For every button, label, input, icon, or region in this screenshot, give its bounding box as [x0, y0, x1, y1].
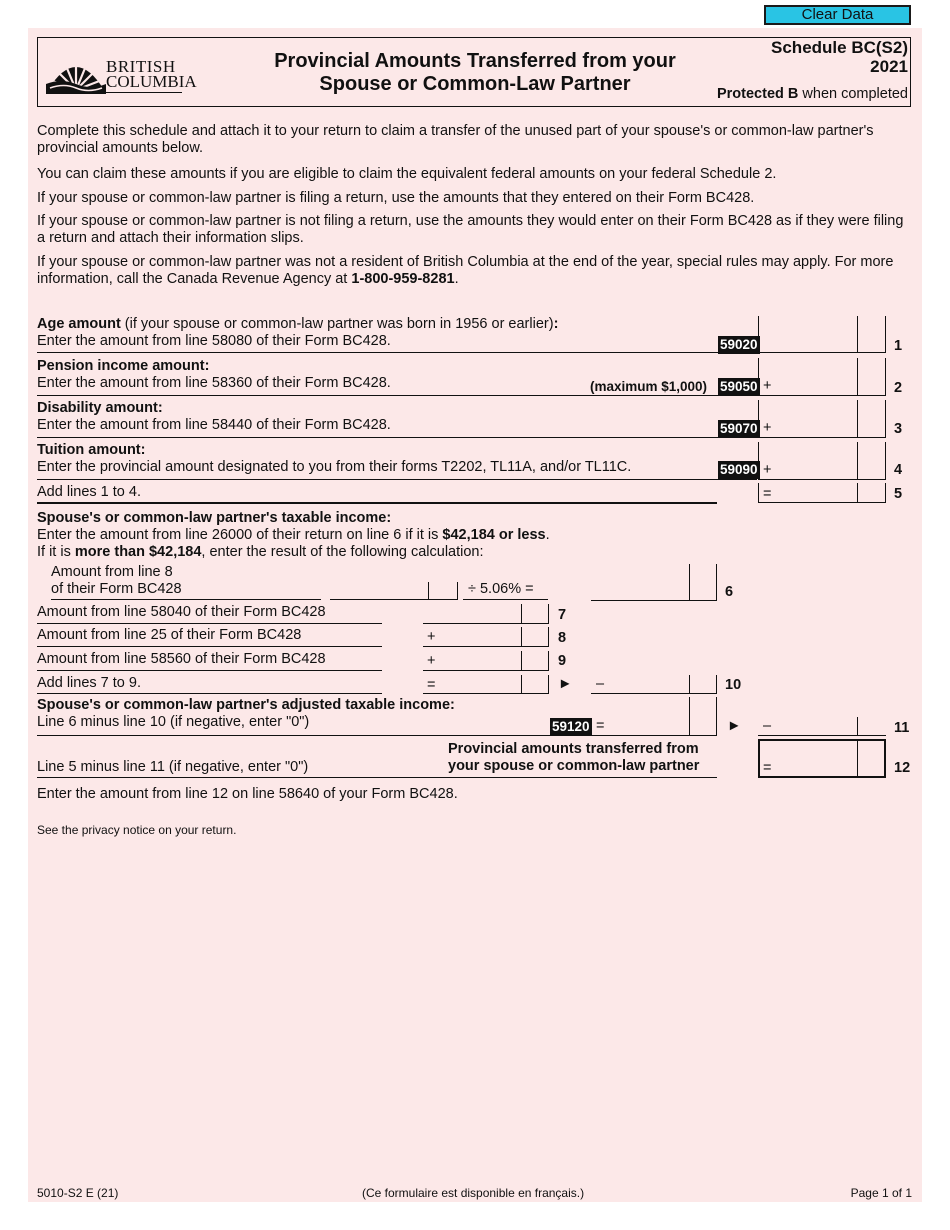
spouse-income-l2-end: , enter the result of the following calculation:	[201, 544, 484, 560]
line-number-1: 1	[894, 338, 903, 354]
line-5-rule	[37, 502, 717, 504]
line-12-instruction: Line 5 minus line 11 (if negative, enter "0")	[37, 759, 309, 775]
line-10-subtotal-cents-divider	[521, 675, 522, 694]
form-id: 5010-S2 E (21)	[37, 1186, 119, 1200]
spouse-income-instruction-1	[37, 527, 550, 544]
privacy-notice: See the privacy notice on your return.	[37, 823, 237, 837]
line-5-equals: =	[763, 486, 772, 502]
line-number-2: 2	[894, 380, 903, 396]
line-12-heading-2: your spouse or common-law partner	[448, 758, 700, 774]
french-availability: (Ce formulaire est disponible en français.)	[362, 1186, 585, 1200]
line-number-10: 10	[725, 677, 742, 693]
amount-line-8-label-1: Amount from line 8	[51, 564, 173, 580]
line-4-input[interactable]	[758, 442, 886, 480]
page-title	[220, 50, 730, 96]
pension-heading: Pension income amount:	[37, 358, 210, 374]
line-number-6: 6	[725, 584, 734, 600]
divide-rule	[463, 599, 548, 600]
amount-line-8-label-2: of their Form BC428	[51, 581, 182, 597]
line-10-cents-divider	[689, 675, 690, 694]
age-amount-bold: Age amount	[37, 316, 121, 332]
disability-heading: Disability amount:	[37, 400, 163, 416]
enter-line-12-instruction: Enter the amount from line 12 on line 58640 of your Form BC428.	[37, 786, 458, 802]
line-number-11: 11	[894, 720, 910, 736]
line-3-cents-divider	[857, 400, 858, 438]
line-11-cents-divider	[857, 717, 858, 736]
protected-b: Protected B	[716, 86, 799, 102]
code-59020: 59020	[720, 337, 758, 352]
protected-label	[717, 86, 908, 102]
line-10-rule	[37, 693, 382, 694]
line-1-rule	[37, 352, 757, 353]
divide-rate: ÷ 5.06% =	[468, 581, 534, 597]
clear-data-button[interactable]: Clear Data	[764, 5, 911, 25]
line-6-cents-divider	[689, 564, 690, 601]
amount-line-8-rule	[51, 599, 321, 600]
intro-paragraph-3: If your spouse or common-law partner is filing a return, use the amounts that they entered on their Form BC428.	[37, 190, 755, 206]
age-amount-heading	[37, 316, 558, 333]
line-12-cents-divider	[857, 739, 858, 778]
line-3-input[interactable]	[758, 400, 886, 438]
line-8-plus: +	[427, 629, 436, 645]
pension-maximum: (maximum $1,000)	[590, 379, 708, 394]
line-number-9: 9	[558, 653, 567, 669]
intro-paragraph-1: Complete this schedule and attach it to your return to claim a transfer of the unused part of your spouse's or common-law partner's provincial amounts below.	[37, 123, 874, 156]
line-12-equals: =	[763, 760, 772, 776]
line-11-equals: =	[596, 718, 605, 734]
line-number-4: 4	[894, 462, 903, 478]
line-number-5: 5	[894, 486, 903, 502]
spouse-income-l2-text: If it is	[37, 544, 75, 560]
intro-paragraph-2: You can claim these amounts if you are eligible to claim the equivalent federal amounts on your federal Schedule 2.	[37, 166, 777, 182]
line-11-input[interactable]	[758, 717, 886, 736]
line-2-cents-divider	[857, 358, 858, 396]
line-10-minus: –	[596, 676, 605, 692]
line-2-rule	[37, 395, 757, 396]
line-number-8: 8	[558, 630, 567, 646]
adjusted-income-heading: Spouse's or common-law partner's adjusted taxable income:	[37, 697, 455, 713]
line-11-minus: –	[763, 718, 772, 734]
line-9-rule	[37, 670, 382, 671]
line-4-cents-divider	[857, 442, 858, 480]
line-11-arrow-icon: ►	[727, 718, 742, 734]
bc-logo	[46, 50, 196, 96]
line-2-plus: +	[763, 378, 772, 394]
line-10-arrow-icon: ►	[558, 676, 573, 692]
line-number-3: 3	[894, 421, 903, 437]
line-5-input[interactable]	[758, 483, 886, 503]
intro-paragraph-4: If your spouse or common-law partner is not filing a return, use the amounts they would enter on their Form BC428 as if they were filing a return and attach their information slips.	[37, 213, 904, 246]
protected-rest: when completed	[798, 86, 908, 102]
line-12-heading-1: Provincial amounts transferred from	[448, 741, 699, 757]
amount-line-8-cents-divider	[428, 582, 429, 600]
line-10-subtotal-input[interactable]	[423, 675, 549, 694]
pension-instruction: Enter the amount from line 58360 of their Form BC428.	[37, 375, 391, 391]
code-59070: 59070	[720, 421, 758, 436]
code-59120: 59120	[552, 719, 590, 734]
line-10-equals: =	[427, 677, 436, 693]
line-1-cents-divider	[857, 316, 858, 353]
adjusted-income-instruction: Line 6 minus line 10 (if negative, enter "0")	[37, 714, 310, 730]
add-lines-1-to-4: Add lines 1 to 4.	[37, 484, 141, 500]
amount-line-8-input[interactable]	[330, 582, 458, 600]
line-9-plus: +	[427, 653, 436, 669]
line-12-input[interactable]	[758, 739, 886, 778]
page-number: Page 1 of 1	[850, 1186, 912, 1200]
line-12-rule	[37, 777, 717, 778]
tuition-instruction: Enter the provincial amount designated to you from their forms T2202, TL11A, and/or TL11C.	[37, 459, 632, 475]
tuition-heading: Tuition amount:	[37, 442, 146, 458]
line-10-input[interactable]	[591, 675, 717, 694]
add-lines-7-to-9: Add lines 7 to 9.	[37, 675, 141, 691]
line-6-input[interactable]	[591, 564, 717, 601]
schedule-label	[771, 38, 908, 76]
line-7-input[interactable]	[423, 604, 549, 624]
line-2-input[interactable]	[758, 358, 886, 396]
line-9-label: Amount from line 58560 of their Form BC428	[37, 651, 326, 667]
line-8-rule	[37, 646, 382, 647]
spouse-income-l1-end: .	[545, 527, 550, 543]
title-line-2: Spouse or Common-Law Partner	[319, 73, 631, 95]
line-8-input[interactable]	[423, 627, 549, 647]
spouse-income-heading: Spouse's or common-law partner's taxable income:	[37, 510, 392, 526]
age-amount-rest: (if your spouse or common-law partner was born in 1956 or earlier)	[120, 316, 554, 332]
sun-logo-icon	[46, 50, 106, 94]
line-11-calc-cents-divider	[689, 697, 690, 736]
line-7-cents-divider	[521, 604, 522, 624]
line-3-plus: +	[763, 420, 772, 436]
line-number-7: 7	[558, 607, 567, 623]
disability-instruction: Enter the amount from line 58440 of their Form BC428.	[37, 417, 391, 433]
spouse-income-threshold: $42,184 or less	[442, 527, 546, 543]
intro-paragraph-5	[37, 254, 907, 288]
line-8-label: Amount from line 25 of their Form BC428	[37, 627, 302, 643]
spouse-income-l1-text: Enter the amount from line 26000 of their return on line 6 if it is	[37, 527, 443, 543]
logo-underline	[106, 92, 182, 93]
line-7-label: Amount from line 58040 of their Form BC428	[37, 604, 326, 620]
age-amount-colon: :	[553, 316, 559, 332]
logo-text-british: BRITISH	[106, 57, 176, 76]
line-9-input[interactable]	[423, 651, 549, 671]
code-59050: 59050	[720, 379, 758, 394]
logo-text-columbia: COLUMBIA	[106, 72, 197, 91]
line-7-rule	[37, 623, 382, 624]
schedule-year: 2021	[870, 57, 908, 76]
line-9-cents-divider	[521, 651, 522, 671]
line-number-12: 12	[894, 760, 911, 776]
spouse-income-instruction-2	[37, 544, 484, 561]
line-1-input[interactable]	[758, 316, 886, 353]
line-4-rule	[37, 479, 757, 480]
line-3-rule	[37, 437, 757, 438]
cra-phone-number: 1-800-959-8281	[351, 271, 455, 287]
age-amount-instruction: Enter the amount from line 58080 of their Form BC428.	[37, 333, 391, 349]
intro-p5-text: If your spouse or common-law partner was not a resident of British Columbia at the end of the year, special rules may apply. For more information, call the Canada Revenue Agency at	[37, 254, 894, 287]
title-line-1: Provincial Amounts Transferred from your	[274, 50, 676, 72]
code-59090: 59090	[720, 462, 758, 477]
line-11-calc-input[interactable]	[591, 697, 717, 736]
line-8-cents-divider	[521, 627, 522, 647]
schedule-name: Schedule BC(S2)	[771, 38, 908, 57]
spouse-income-over-threshold: more than $42,184	[74, 544, 202, 560]
line-5-cents-divider	[857, 483, 858, 503]
line-4-plus: +	[763, 462, 772, 478]
intro-p5-end: .	[454, 271, 459, 287]
